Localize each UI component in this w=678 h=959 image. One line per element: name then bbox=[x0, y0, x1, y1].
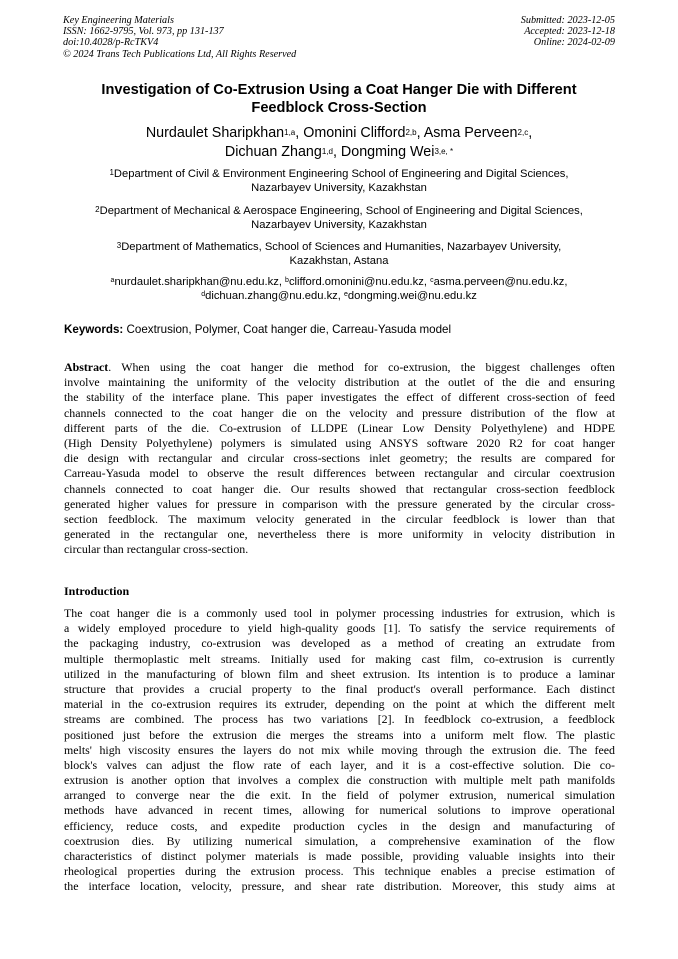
abstract-line: different parts of the die. Co-extrusion of LLDPE (Linear Low Density Polyethylene) and HDPE bbox=[64, 420, 615, 435]
accepted-date: Accepted: 2023-12-18 bbox=[524, 26, 615, 38]
email-link[interactable]: dichuan.zhang@nu.edu.kz, bbox=[205, 290, 344, 302]
author-name: Dongming Wei bbox=[340, 144, 435, 160]
email-sup: e bbox=[343, 291, 348, 298]
author-separator: , bbox=[528, 125, 533, 141]
intro-line: coextrusion dies. By utilizing numerical simulation, a comprehensive examination of the flow bbox=[64, 833, 615, 848]
affiliation-sup: 3 bbox=[116, 241, 122, 250]
affiliation-line: Kazakhstan, Astana bbox=[289, 255, 389, 267]
abstract-line: (High Density Polyethylene) polymers is simulated using ANSYS software 2020 R2 for coat hanger bbox=[64, 435, 615, 450]
intro-line: The coat hanger die is a commonly used tool in polymer processing industries for extrusion, which is bbox=[64, 606, 615, 620]
abstract-line: generated higher values for pressure in comparison with the pressure generated by the circular cross- bbox=[64, 496, 615, 511]
section-heading-introduction: Introduction bbox=[64, 584, 130, 598]
journal-doi[interactable]: doi:10.4028/p-RcTKV4 bbox=[63, 37, 159, 49]
submitted-date: Submitted: 2023-12-05 bbox=[520, 15, 615, 26]
abstract-line: die design with rectangular and circular cross-sections inlet geometry; the results are compared for bbox=[64, 451, 615, 466]
intro-line: multiple thermoplastic melt streams. Initially used for making cast film, co-extrusion is currently bbox=[64, 651, 615, 666]
abstract-line: circular than rectangular cross-section. bbox=[64, 542, 249, 557]
affiliation-line: Nazarbayev University, Kazakhstan bbox=[251, 219, 427, 231]
author-line-1 bbox=[40, 124, 638, 143]
author-affil-sup: 2,b bbox=[405, 128, 417, 137]
intro-line: positioned just before the extrusion die merges the streams into a uniform melt flow. The plastic bbox=[64, 727, 615, 742]
author-affil-sup: 1,d bbox=[321, 147, 333, 156]
intro-line: block's valves can adjust the flow rate of each layer, and it is a cost-effective solution. Die co- bbox=[64, 757, 615, 772]
affiliation-line: Nazarbayev University, Kazakhstan bbox=[251, 182, 427, 194]
email-link[interactable]: clifford.omonini@nu.edu.kz, bbox=[288, 276, 431, 288]
journal-header-left bbox=[63, 15, 296, 60]
title-line-2: Feedblock Cross-Section bbox=[251, 100, 427, 116]
affiliation-line bbox=[55, 204, 623, 218]
intro-line: characteristics of distinct polymer materials is made possible, providing valuable insights into their bbox=[64, 849, 615, 863]
journal-name: Key Engineering Materials bbox=[63, 15, 174, 26]
abstract-label: Abstract bbox=[64, 360, 109, 374]
author-name: Nurdaulet Sharipkhan bbox=[145, 125, 285, 141]
affiliation-1 bbox=[55, 167, 623, 195]
affiliation-line bbox=[55, 167, 623, 181]
abstract-line: channels connected to the coat hanger die on the velocity and pressure distribution of the flow at bbox=[64, 405, 615, 420]
affiliation-sup: 2 bbox=[95, 205, 100, 214]
email-sup: a bbox=[110, 277, 115, 284]
affiliation-3 bbox=[55, 240, 623, 268]
intro-line: rheological properties during the extrusion process. This technique enables a precise estimation of bbox=[64, 864, 615, 879]
intro-line: the packaging industry, co-extrusion was developed as a method of creating an extrudate from bbox=[64, 636, 615, 651]
intro-line: arranged to converge near the die exit. In the field of polymer extrusion, numerical simulation bbox=[64, 788, 615, 803]
email-sup: d bbox=[201, 291, 206, 298]
journal-header-right bbox=[521, 15, 615, 49]
email-sup: c bbox=[430, 277, 434, 284]
email-link[interactable]: nurdaulet.sharipkhan@nu.edu.kz, bbox=[114, 276, 286, 288]
abstract-paragraph bbox=[64, 360, 615, 557]
email-line-2 bbox=[40, 289, 638, 303]
intro-line: material in the co-extrusion requires its extruder, depending on the point at which the different melt bbox=[64, 697, 615, 712]
author-separator: , bbox=[332, 144, 341, 160]
abstract-line-text: . When using the coat hanger die method for co-extrusion, the biggest challenges often bbox=[108, 360, 615, 374]
author-name: Asma Perveen bbox=[423, 125, 518, 141]
journal-copyright: © 2024 Trans Tech Publications Ltd, All Rights Reserved bbox=[63, 48, 297, 60]
author-separator: , bbox=[416, 125, 424, 141]
intro-line: extrusion is another option that involves a complex die construction with multiple melt path manifolds bbox=[64, 773, 615, 788]
intro-line: utilized in the manufacturing of blown film and sheet extrusion. Its intention is to produce a laminar bbox=[64, 666, 615, 681]
title-line-1: Investigation of Co-Extrusion Using a Coat Hanger Die with Different bbox=[101, 82, 577, 98]
affiliation-text: Department of Mathematics, School of Sciences and Humanities, Nazarbayev University, bbox=[121, 241, 562, 253]
affiliation-text: Department of Mechanical & Aerospace Engineering, School of Engineering and Digital Sciences, bbox=[99, 205, 583, 217]
keywords bbox=[64, 323, 616, 337]
paper-title bbox=[40, 81, 638, 117]
intro-line: streams are combined. The process has two variations [2]. In feedblock co-extrusion, a feedblock bbox=[64, 712, 615, 727]
intro-line: methods have advanced in recent times, allowing for numerical solutions to improve operational bbox=[64, 803, 615, 818]
author-affil-sup: 1,a bbox=[284, 128, 296, 137]
author-name: Dichuan Zhang bbox=[224, 144, 322, 160]
affiliation-text: Department of Civil & Environment Engineering School of Engineering and Digital Sciences, bbox=[113, 168, 569, 180]
author-separator: , bbox=[295, 125, 304, 141]
online-date: Online: 2024-02-09 bbox=[533, 37, 615, 49]
affiliation-2 bbox=[55, 204, 623, 232]
abstract-line: the stability of the interface plane. This paper investigates the effect of different cross-section of feed bbox=[64, 390, 615, 405]
author-emails bbox=[40, 275, 638, 303]
keywords-text: Coextrusion, Polymer, Coat hanger die, Carreau-Yasuda model bbox=[123, 323, 452, 336]
intro-line: efficiency, reduce costs, and expedite production cycles in the design and manufacturing of bbox=[64, 818, 615, 833]
journal-issn: ISSN: 1662-9795, Vol. 973, pp 131-137 bbox=[63, 26, 224, 38]
intro-line: the interface location, velocity, pressure, and shear rate distribution. Moreover, this study aims at bbox=[64, 879, 615, 894]
intro-line: structure that provides a crucial property to the final product's overall performance. Each distinct bbox=[64, 681, 615, 696]
email-line-1 bbox=[40, 275, 638, 289]
abstract-line bbox=[64, 360, 615, 375]
keywords-label: Keywords: bbox=[64, 323, 124, 336]
author-line-2 bbox=[40, 143, 638, 162]
abstract-line: section feedblock. The maximum velocity generated in the circular feedblock is lower than that bbox=[64, 511, 615, 526]
email-link[interactable]: dongming.wei@nu.edu.kz bbox=[347, 290, 477, 302]
affiliation-line bbox=[55, 240, 623, 254]
intro-line: a widely employed procedure to yield high-quality goods [1]. To satisfy the service requirements of bbox=[64, 621, 615, 636]
email-sup: b bbox=[285, 277, 289, 284]
abstract-line: Carreau-Yasuda model to observe the result differences between rectangular and circular coextrusion bbox=[64, 466, 615, 481]
author-list bbox=[40, 124, 638, 162]
author-affil-sup: 3,e, * bbox=[434, 147, 454, 156]
intro-line: melts' high viscosity ensures the layers do not mix while moving through the extrusion die. The feed bbox=[64, 742, 615, 757]
email-link[interactable]: asma.perveen@nu.edu.kz, bbox=[433, 276, 568, 288]
author-affil-sup: 2,c bbox=[517, 128, 529, 137]
introduction-paragraph bbox=[64, 606, 615, 895]
abstract-line: channels connected to coat hanger die. Our results showed that rectangular cross-section feedblock bbox=[64, 481, 615, 496]
affiliation-sup: 1 bbox=[109, 168, 114, 177]
abstract-line: involve maintaining the uniformity of the velocity distribution at the outlet of the die and ensuring bbox=[64, 375, 615, 390]
author-name: Omonini Clifford bbox=[303, 125, 406, 141]
abstract-line: generated in the rectangular one, nevertheless there is more uniformity in velocity distribution in bbox=[64, 527, 615, 542]
